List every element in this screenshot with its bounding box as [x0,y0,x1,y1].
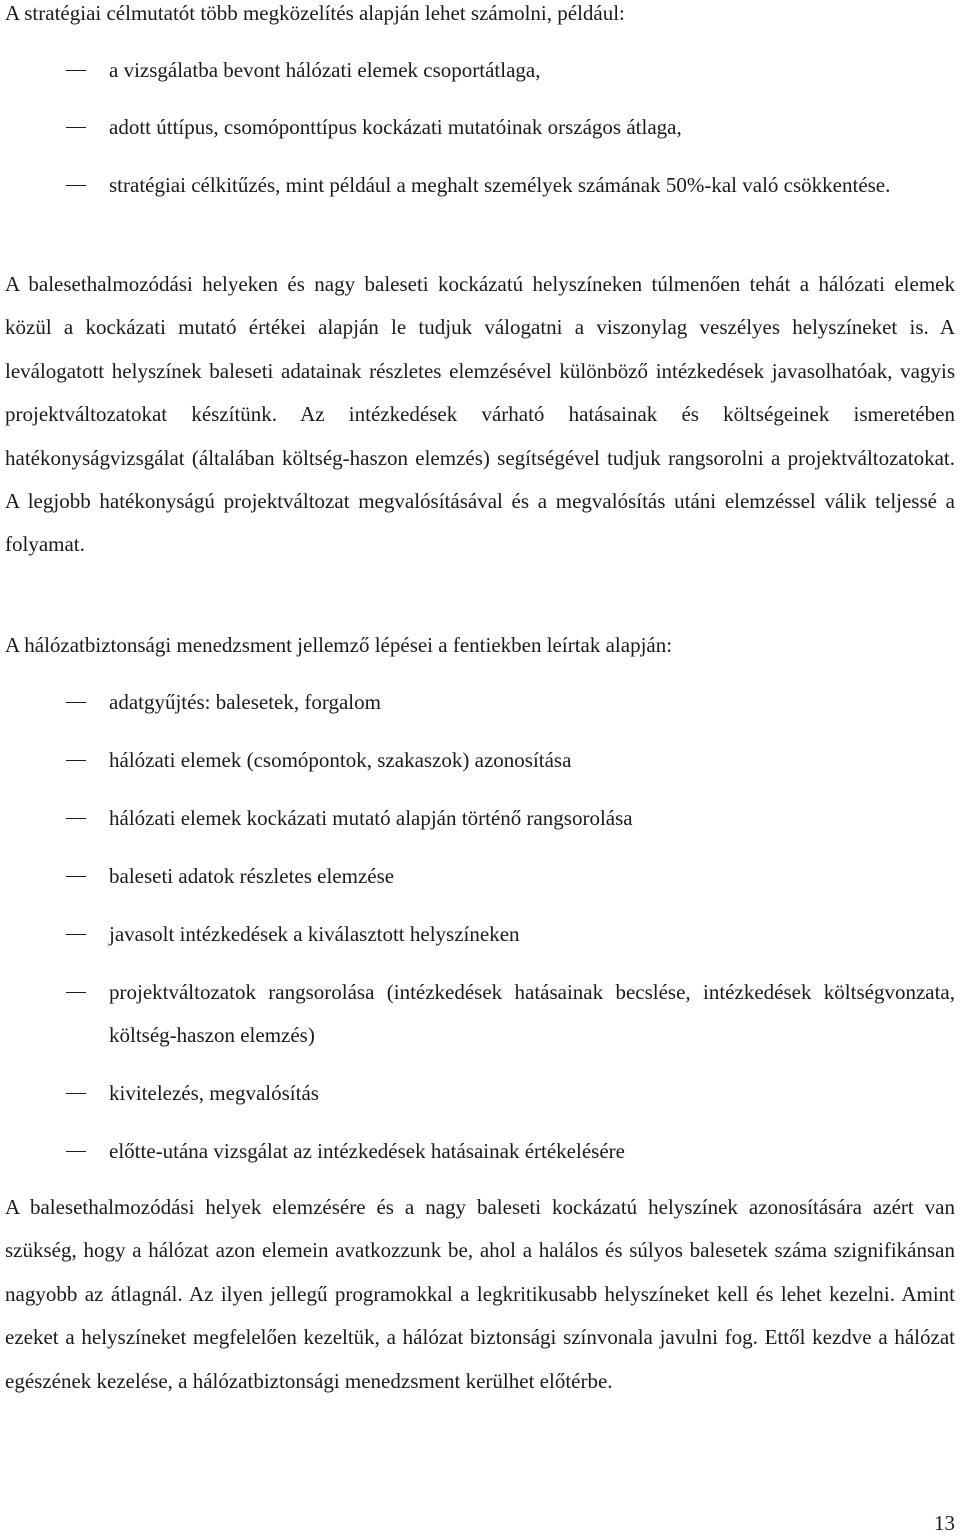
list-item: hálózati elemek kockázati mutató alapján történő rangsorolása [0,797,955,840]
dash-bullet-icon [66,818,86,819]
dash-bullet-icon [66,760,86,761]
list-item: adatgyűjtés: balesetek, forgalom [0,681,955,724]
list-item: projektváltozatok rangsorolása (intézkedések hatásainak becslése, intézkedések költségvonzata, költség-haszon elemzés) [0,971,955,1058]
dash-bullet-icon [66,934,86,935]
dash-bullet-icon [66,185,86,186]
list-item: stratégiai célkitűzés, mint például a meghalt személyek számának 50%-kal való csökkentése. [0,164,955,207]
list-item: javasolt intézkedések a kiválasztott helyszíneken [0,913,955,956]
dash-bullet-icon [66,702,86,703]
list-item: kivitelezés, megvalósítás [0,1072,955,1115]
approach-list [0,49,960,207]
dash-bullet-icon [66,127,86,128]
list-item: előtte-utána vizsgálat az intézkedések hatásainak értékelésére [0,1130,955,1173]
list-item: adott úttípus, csomóponttípus kockázati mutatóinak országos átlaga, [0,106,955,149]
list-item: hálózati elemek (csomópontok, szakaszok) azonosítása [0,739,955,782]
intro-line: A stratégiai célmutatót több megközelítés alapján lehet számolni, például: [5,1,625,25]
dash-bullet-icon [66,992,86,993]
dash-bullet-icon [66,876,86,877]
list-item: baleseti adatok részletes elemzése [0,855,955,898]
dash-bullet-icon [66,70,86,71]
steps-intro: A hálózatbiztonsági menedzsment jellemző lépései a fentiekben leírtak alapján: [5,633,673,657]
dash-bullet-icon [66,1093,86,1094]
body-paragraph: A balesethalmozódási helyek elemzésére és a nagy baleseti kockázatú helyszínek azonosítására azért van szükség, hogy a hálózat azon elemein avatkozzunk be, ahol a halálos és súlyos balesetek száma szignifikánsan nagyobb az átlagnál. Az ilyen jellegű programokkal a legkritikusabb helyszíneket kell és lehet kezelni. Amint ezeket a helyszíneket megfelelően kezeltük, a hálózat biztonsági színvonala javulni fog. Ettől kezdve a hálózat egészének kezelése, a hálózatbiztonsági menedzsment kerülhet előtérbe. [5,1195,955,1393]
body-paragraph: A balesethalmozódási helyeken és nagy baleseti kockázatú helyszíneken túlmenően tehát a hálózati elemek közül a kockázati mutató értékei alapján le tudjuk válogatni a viszonylag veszélyes helyszíneket is. A leválogatott helyszínek baleseti adatainak részletes elemzésével különböző intézkedések javasolhatóak, vagyis projektváltozatokat készítünk. Az intézkedések várható hatásainak és költségeinek ismeretében hatékonyságvizsgálat (általában költség-haszon elemzés) segítségével tudjuk rangsorolni a projektváltozatokat. A legjobb hatékonyságú projektváltozat megvalósításával és a megvalósítás utáni elemzéssel válik teljessé a folyamat. [5,272,955,557]
steps-list [0,681,960,1174]
dash-bullet-icon [66,1151,86,1152]
page-number: 13 [934,1511,955,1535]
list-item: a vizsgálatba bevont hálózati elemek csoportátlaga, [0,49,955,92]
